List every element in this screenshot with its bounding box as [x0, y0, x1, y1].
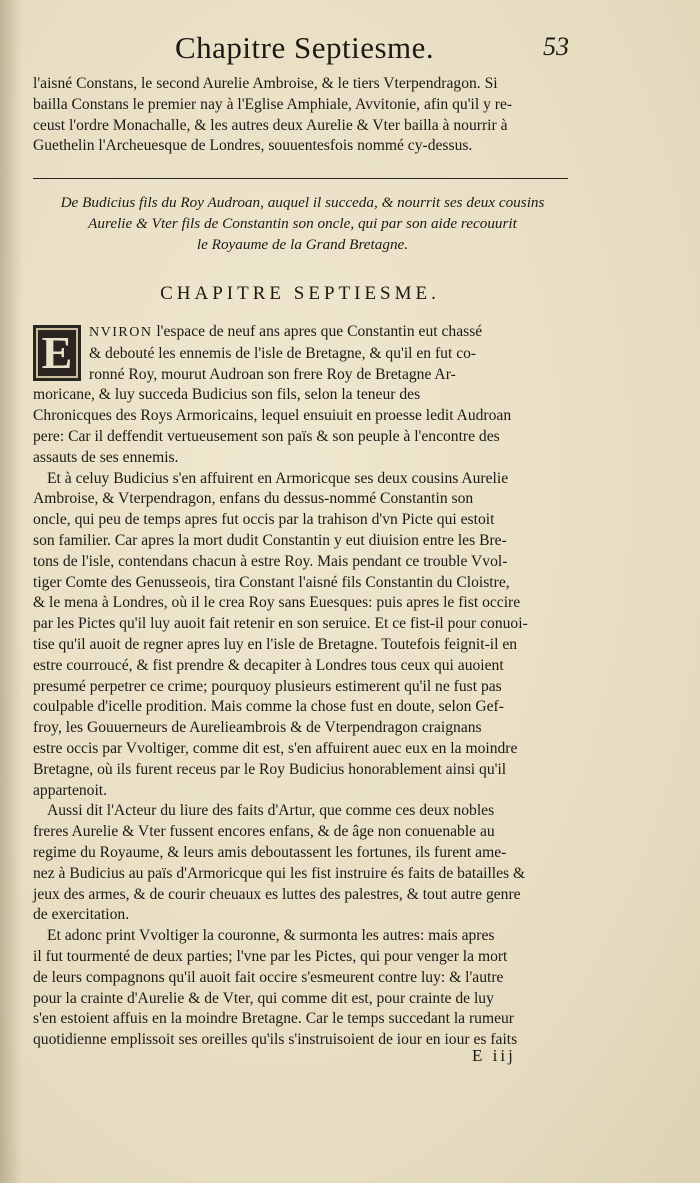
text-line: estre courroucé, & fist prendre & decapiter à Londres tous ceux qui auoient — [33, 656, 504, 674]
first-line-rest: l'espace de neuf ans apres que Constantin eut chassé — [152, 323, 483, 340]
text-line: Ambroise, & Vterpendragon, enfans du dessus-nommé Constantin son — [33, 490, 474, 508]
text-line: appartenoit. — [33, 781, 108, 799]
signature-mark: E iij — [472, 1046, 516, 1065]
text-line: assauts de ses ennemis. — [33, 448, 179, 466]
running-head — [0, 30, 700, 70]
text-line: il fut tourmenté de deux parties; l'vne par les Pictes, qui pour venger la mort — [33, 947, 508, 965]
text-line: ronné Roy, mourut Audroan son frere Roy de Bretagne Ar- — [89, 365, 456, 383]
text-line: pere: Car il deffendit vertueusement son païs & son peuple à l'encontre des — [33, 427, 500, 445]
first-word: NVIRON — [89, 325, 153, 340]
text-line: pour la crainte d'Aurelie & de Vter, qui comme dit est, pour crainte de luy — [33, 989, 494, 1007]
text-line: Bretagne, où ils furent receus par le Roy Budicius honorablement ainsi qu'il — [33, 760, 507, 778]
text-line: jeux des armes, & de courir cheuaux es luttes des palestres, & tout autre genre — [33, 885, 521, 903]
paragraph-1 — [33, 322, 568, 469]
intro-line: l'aisné Constans, le second Aurelie Ambroise, & le tiers Vterpendragon. Si — [33, 75, 498, 92]
dropcap-letter: E — [33, 325, 81, 381]
summary-line: De Budicius fils du Roy Audroan, auquel il succeda, & nourrit ses deux cousins — [60, 194, 545, 211]
text-line: nez à Budicius au païs d'Armoricque qui les fist instruire és faits de batailles & — [33, 864, 526, 882]
text-line: de leurs compagnons qu'il auoit fait occire s'esmeurent contre luy: & l'autre — [33, 968, 504, 986]
text-line: Et à celuy Budicius s'en affuirent en Armoricque ses deux cousins Aurelie — [47, 469, 509, 487]
paragraph-3 — [33, 801, 568, 926]
text-line: moricane, & luy succeda Budicius son fils, selon la teneur des — [33, 386, 421, 404]
page-number: 53 — [543, 32, 569, 61]
text-line: tiger Comte des Genusseois, tira Constant l'aisné fils Constantin du Cloistre, — [33, 573, 510, 591]
text-line: oncle, qui peu de temps apres fut occis par la trahison d'vn Picte qui estoit — [33, 511, 495, 529]
text-line: Aussi dit l'Acteur du liure des faits d'Artur, que comme ces deux nobles — [47, 802, 495, 820]
chapter-heading: CHAPITRE SEPTIESME. — [160, 283, 440, 304]
text-line: Chronicques des Roys Armoricains, lequel ensuiuit en proesse ledit Audroan — [33, 407, 512, 425]
text-line: estre occis par Vvoltiger, comme dit est, s'en affuirent auec eux en la moindre — [33, 739, 518, 757]
text-line: regime du Royaume, & leurs amis deboutassent les fortunes, ils furent ame- — [33, 843, 507, 861]
summary-line: Aurelie & Vter fils de Constantin son oncle, qui par son aide recouurit — [88, 215, 517, 232]
chapter-summary — [40, 192, 565, 255]
binding-shadow — [0, 0, 22, 1183]
intro-line: ceust l'ordre Monachalle, & les autres deux Aurelie & Vter bailla à nourrir à — [33, 116, 508, 134]
text-line: quotidienne emplissoit ses oreilles qu'ils s'instruisoient de iour en iour es faits — [33, 1031, 518, 1049]
intro-text — [33, 74, 568, 157]
text-line: s'en estoient affuis en la moindre Bretagne. Car le temps succedant la rumeur — [33, 1010, 515, 1028]
text-line: par les Pictes qu'il luy auoit fait retenir en son seruice. Et ce fist-il pour conuoi- — [33, 615, 528, 633]
summary-line: le Royaume de la Grand Bretagne. — [196, 236, 409, 253]
text-line: Et adonc print Vvoltiger la couronne, & surmonta les autres: mais apres — [47, 927, 495, 945]
text-line: coulpable d'icelle prodition. Mais comme la chose fust en doute, selon Gef- — [33, 698, 504, 716]
section-rule — [33, 178, 568, 179]
text-line: froy, les Gouuerneurs de Aurelieambrois & de Vterpendragon craignans — [33, 719, 482, 737]
text-line: tons de l'isle, contendans chacun à estre Roy. Mais pendant ce trouble Vvol- — [33, 552, 508, 570]
text-line: son familier. Car apres la mort dudit Constantin y eut diuision entre les Bre- — [33, 531, 507, 549]
paragraph-2 — [33, 469, 568, 802]
text-line: de exercitation. — [33, 906, 130, 924]
text-line: & debouté les ennemis de l'isle de Bretagne, & qu'il en fut co- — [89, 344, 477, 362]
paragraph-4 — [33, 926, 568, 1051]
running-title: Chapitre Septiesme. — [175, 30, 435, 65]
text-line: presumé perpetrer ce crime; pourquoy plusieurs estimerent qu'il ne fust pas — [33, 677, 502, 695]
text-line: tise qu'il auoit de regner apres luy en l'isle de Bretagne. Toutefois feignit-il en — [33, 635, 518, 653]
intro-line: bailla Constans le premier nay à l'Eglise Amphiale, Avvitonie, afin qu'il y re- — [33, 95, 513, 113]
body-text — [33, 322, 568, 1051]
text-line — [33, 322, 568, 344]
intro-line: Guethelin l'Archeuesque de Londres, souuentesfois nommé cy-dessus. — [33, 137, 473, 155]
text-line: freres Aurelie & Vter fussent encores enfans, & de âge non conuenable au — [33, 823, 495, 841]
text-line: & le mena à Londres, où il le crea Roy sans Euesques: puis apres le fist occire — [33, 594, 521, 612]
